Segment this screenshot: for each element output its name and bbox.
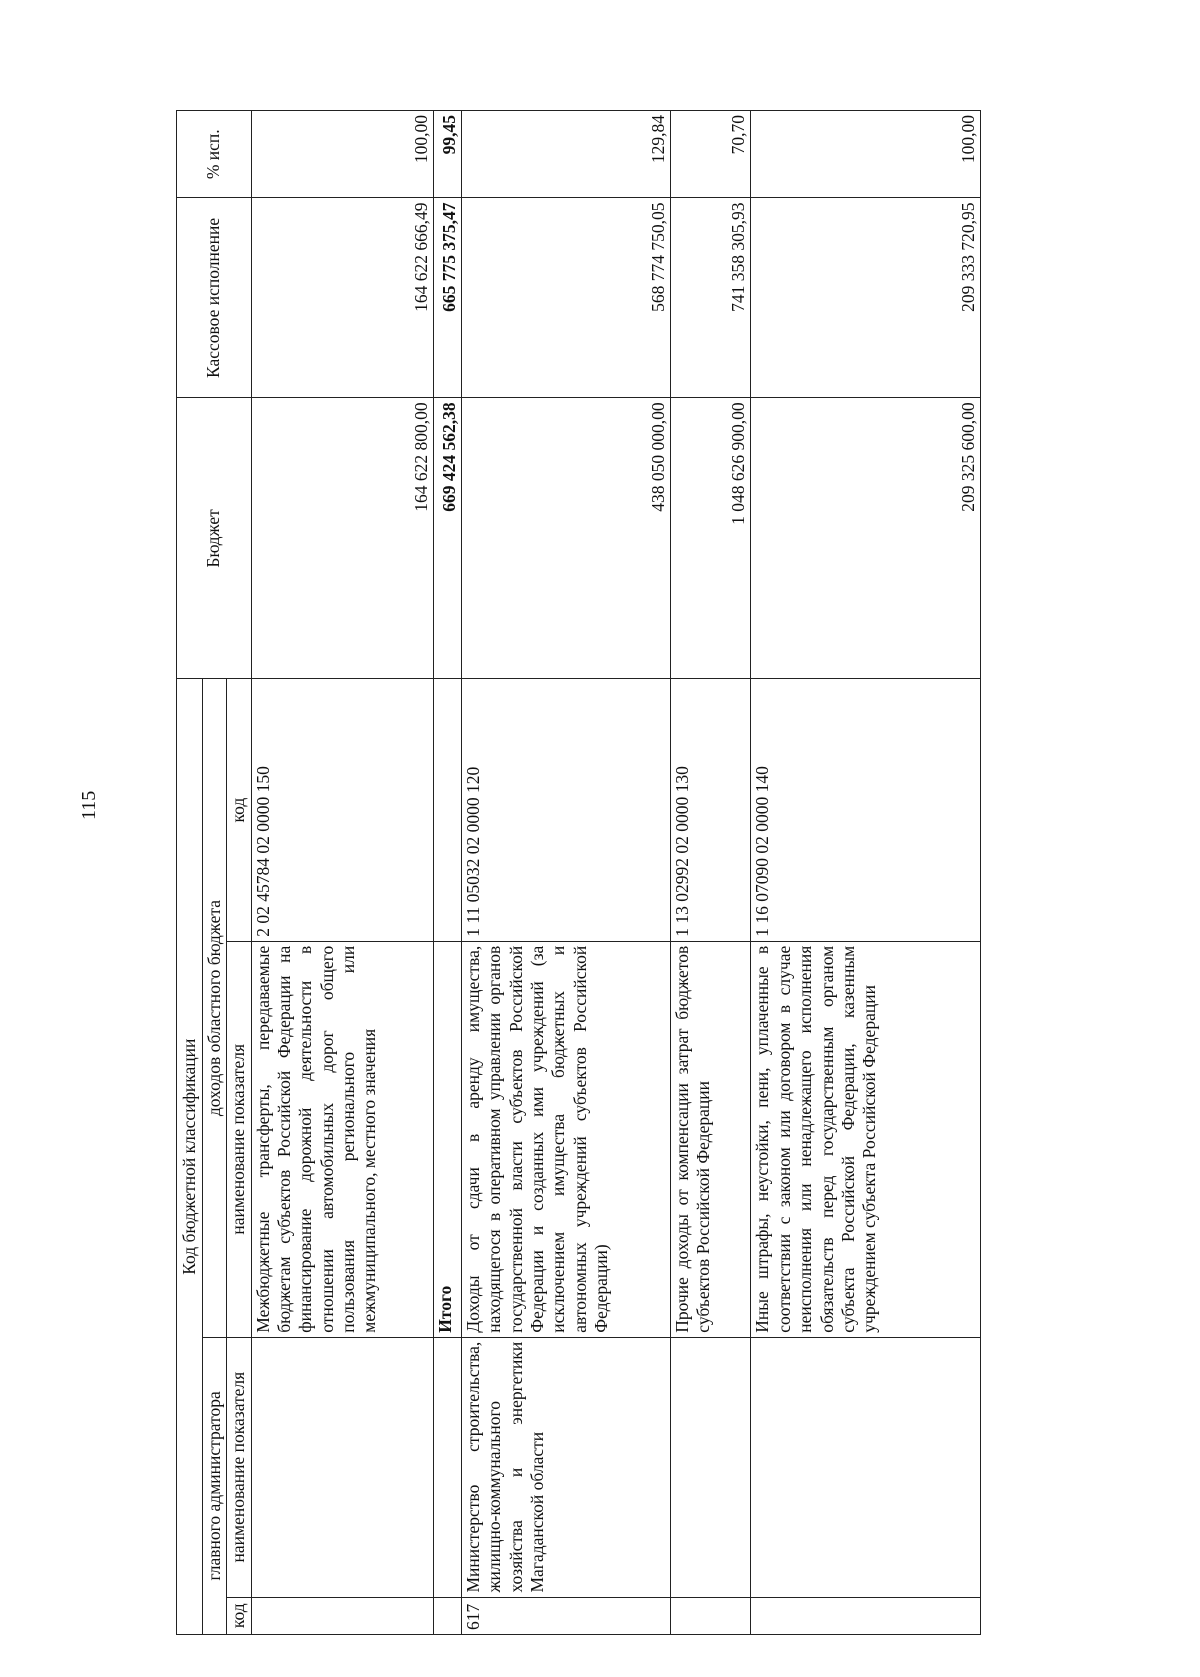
table-row <box>751 111 981 1635</box>
income-code-cell: 2 02 45784 02 0000 150 <box>251 679 433 941</box>
total-label: Итого <box>434 941 462 1337</box>
page-number: 115 <box>78 790 100 820</box>
total-execution: 665 775 375,47 <box>434 198 462 398</box>
budget-classification-table <box>176 110 981 1635</box>
admin-code-cell <box>751 1597 981 1634</box>
percent-cell: 100,00 <box>751 111 981 198</box>
header-admin-name: наименование показателя <box>227 1337 251 1597</box>
admin-name-cell <box>751 1337 981 1597</box>
income-name-cell: Иные штрафы, неустойки, пени, уплаченные в соответствии с законом или договором в случае неисполнения или ненадлежащего исполнения обязательств перед государственным органом субъекта Российской Федерации, казенным учреждением субъекта Российской Федерации <box>751 941 981 1337</box>
budget-cell: 438 050 000,00 <box>461 398 670 679</box>
admin-code-cell <box>671 1597 751 1634</box>
table-row <box>461 111 670 1635</box>
header-income-name: наименование показателя <box>227 941 251 1337</box>
header-row-1 <box>177 111 203 1635</box>
admin-name-cell: Министерство строительства, жилищно-коммунального хозяйства и энергетики Магаданской области <box>461 1337 670 1597</box>
admin-name-cell <box>671 1337 751 1597</box>
table-row <box>251 111 433 1635</box>
header-income-code: код <box>227 679 251 941</box>
budget-cell: 1 048 626 900,00 <box>671 398 751 679</box>
header-admin-group: главного администратора <box>203 1337 227 1634</box>
execution-cell: 741 358 305,93 <box>671 198 751 398</box>
table-row-total <box>434 111 462 1635</box>
income-code-cell: 1 11 05032 02 0000 120 <box>461 679 670 941</box>
income-name-cell: Прочие доходы от компенсации затрат бюджетов субъектов Российской Федерации <box>671 941 751 1337</box>
header-budget: Бюджет <box>177 398 252 679</box>
header-budget-classification: Код бюджетной классификации <box>177 679 203 1635</box>
admin-code-cell: 617 <box>461 1597 670 1634</box>
total-percent: 99,45 <box>434 111 462 198</box>
execution-cell: 568 774 750,05 <box>461 198 670 398</box>
header-execution: Кассовое исполнение <box>177 198 252 398</box>
execution-cell: 209 333 720,95 <box>751 198 981 398</box>
admin-code-cell <box>434 1597 462 1634</box>
income-code-cell <box>434 679 462 941</box>
header-income-group: доходов областного бюджета <box>203 679 227 1337</box>
income-name-cell: Доходы от сдачи в аренду имущества, находящегося в оперативном управлении органов государственной власти субъектов Российской Федерации и созданных ими учреждений (за исключением имущества бюджетных и автономных учреждений субъектов Российской Федерации) <box>461 941 670 1337</box>
percent-cell: 70,70 <box>671 111 751 198</box>
admin-name-cell <box>251 1337 433 1597</box>
admin-name-cell <box>434 1337 462 1597</box>
rotated-table-container <box>176 110 981 1635</box>
percent-cell: 100,00 <box>251 111 433 198</box>
budget-cell: 164 622 800,00 <box>251 398 433 679</box>
income-code-cell: 1 16 07090 02 0000 140 <box>751 679 981 941</box>
execution-cell: 164 622 666,49 <box>251 198 433 398</box>
income-name-cell: Межбюджетные трансферты, передаваемые бюджетам субъектов Российской Федерации на финансирование дорожной деятельности в отношении автомобильных дорог общего пользования регионального или межмуниципального, местного значения <box>251 941 433 1337</box>
income-code-cell: 1 13 02992 02 0000 130 <box>671 679 751 941</box>
admin-code-cell <box>251 1597 433 1634</box>
header-percent: % исп. <box>177 111 252 198</box>
total-budget: 669 424 562,38 <box>434 398 462 679</box>
budget-cell: 209 325 600,00 <box>751 398 981 679</box>
percent-cell: 129,84 <box>461 111 670 198</box>
table-row <box>671 111 751 1635</box>
header-admin-code: код <box>227 1597 251 1634</box>
